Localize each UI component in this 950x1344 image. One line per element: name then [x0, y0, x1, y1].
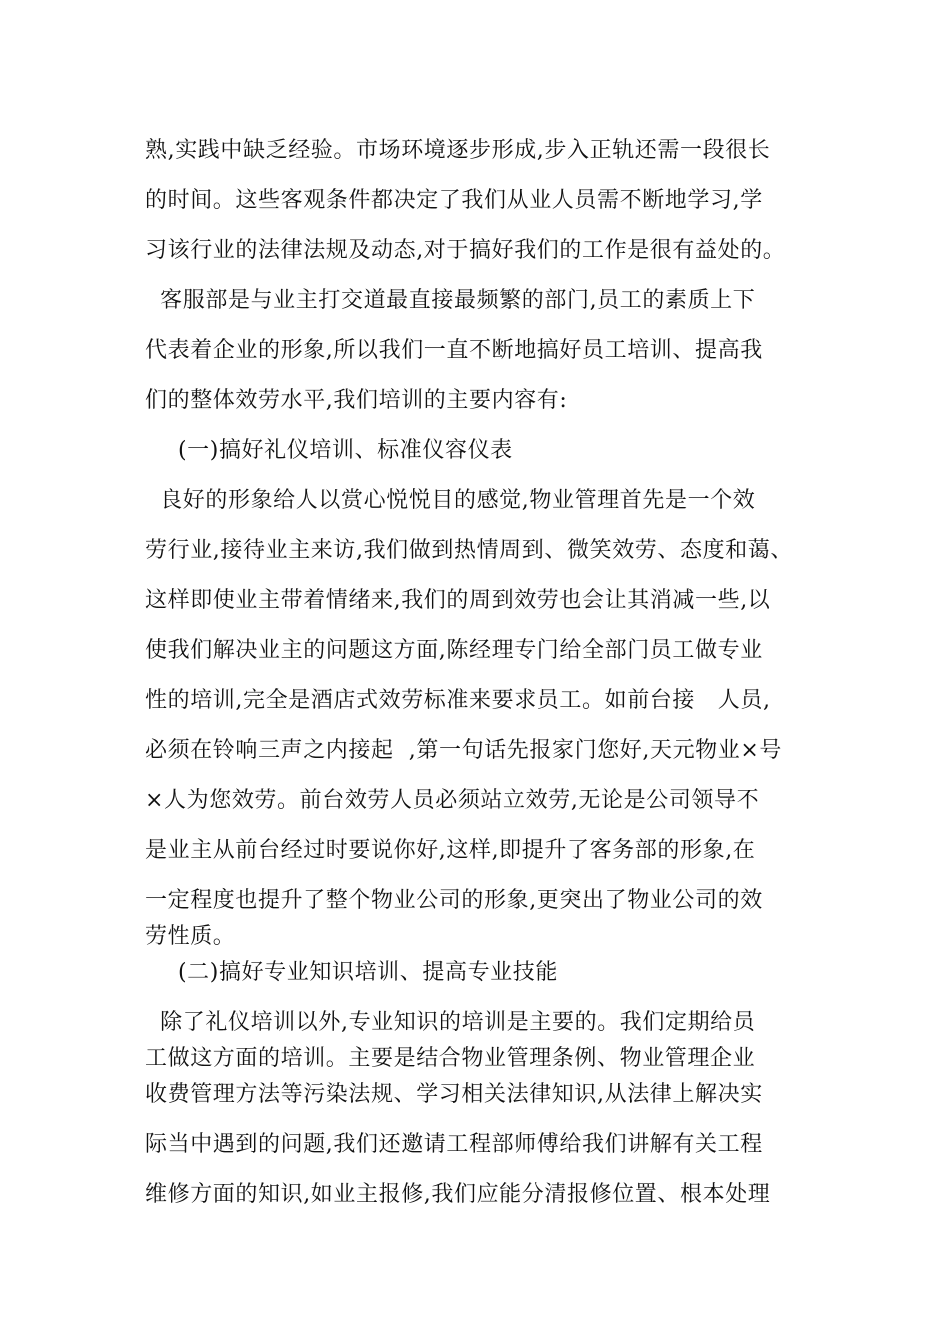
paragraph-3-line-9: 一定程度也提升了整个物业公司的形象,更突出了物业公司的效	[145, 888, 763, 913]
paragraph-3-line-4: 使我们解决业主的问题这方面,陈经理专门给全部门员工做专业	[145, 638, 763, 663]
paragraph-3-line-7: ×人为您效劳。前台效劳人员必须站立效劳,无论是公司领导不	[145, 788, 760, 813]
paragraph-2-line-3: 们的整体效劳水平,我们培训的主要内容有:	[145, 388, 568, 413]
section-heading-2: (二)搞好专业知识培训、提高专业技能	[178, 960, 558, 985]
section-heading-1: (一)搞好礼仪培训、标准仪容仪表	[178, 438, 513, 463]
paragraph-3-line-3: 这样即使业主带着情绪来,我们的周到效劳也会让其消减一些,以	[145, 588, 771, 613]
paragraph-3-line-5: 性的培训,完全是酒店式效劳标准来要求员工。如前台接 人员,	[145, 688, 771, 713]
paragraph-3-line-2: 劳行业,接待业主来访,我们做到热情周到、微笑效劳、态度和蔼、	[145, 538, 793, 563]
paragraph-3-line-6: 必须在铃响三声之内接起 ,第一句话先报家门您好,天元物业×号	[145, 738, 783, 763]
paragraph-1-line-2: 的时间。这些客观条件都决定了我们从业人员需不断地学习,学	[145, 188, 763, 213]
paragraph-4-line-1: 除了礼仪培训以外,专业知识的培训是主要的。我们定期给员	[145, 1010, 756, 1035]
paragraph-4-line-3: 收费管理方法等污染法规、学习相关法律知识,从法律上解决实	[145, 1082, 763, 1107]
paragraph-1-line-3: 习该行业的法律法规及动态,对于搞好我们的工作是很有益处的。	[145, 238, 786, 263]
paragraph-3-line-1: 良好的形象给人以赏心悦悦目的感觉,物业管理首先是一个效	[145, 488, 756, 513]
paragraph-3-line-10: 劳性质。	[145, 924, 236, 949]
paragraph-3-line-8: 是业主从前台经过时要说你好,这样,即提升了客务部的形象,在	[145, 838, 756, 863]
paragraph-1-line-1: 熟,实践中缺乏经验。市场环境逐步形成,步入正轨还需一段很长	[145, 138, 771, 163]
paragraph-4-line-5: 维修方面的知识,如业主报修,我们应能分清报修位置、根本处理	[145, 1182, 771, 1207]
paragraph-4-line-4: 际当中遇到的问题,我们还邀请工程部师傅给我们讲解有关工程	[145, 1132, 763, 1157]
paragraph-2-line-2: 代表着企业的形象,所以我们一直不断地搞好员工培训、提高我	[145, 338, 763, 363]
paragraph-2-line-1: 客服部是与业主打交道最直接最频繁的部门,员工的素质上下	[145, 288, 756, 313]
paragraph-4-line-2: 工做这方面的培训。主要是结合物业管理条例、物业管理企业	[145, 1046, 756, 1071]
